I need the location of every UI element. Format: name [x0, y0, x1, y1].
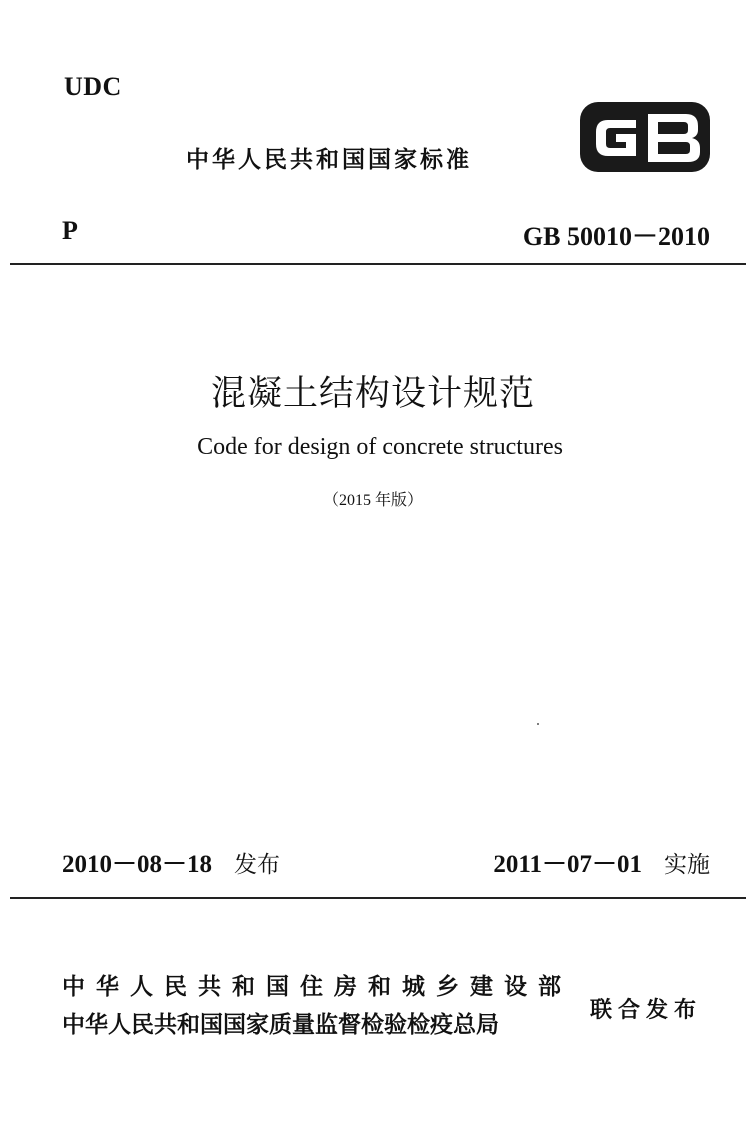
publisher-ministry: 中华人民共和国住房和城乡建设部	[62, 974, 572, 1000]
gb-logo-icon	[578, 100, 712, 174]
standard-number: GB 50010－2010	[522, 222, 710, 251]
title-english: Code for design of concrete structures	[197, 434, 563, 460]
issue-date-group	[62, 844, 280, 880]
title-chinese: 混凝土结构设计规范	[210, 374, 535, 414]
top-divider	[10, 263, 746, 265]
udc-label: UDC	[64, 72, 122, 101]
effective-date: 2011－07－01	[493, 851, 642, 878]
issue-date: 2010－08－18	[62, 851, 213, 878]
effective-date-group	[493, 844, 710, 880]
joint-publish-label: 联合发布	[590, 998, 703, 1023]
edition-label: （2015 年版）	[322, 492, 423, 509]
speck-mark	[537, 723, 539, 725]
national-standard-heading: 中华人民共和国国家标准	[186, 147, 472, 173]
issue-label: 发布	[234, 852, 281, 878]
effective-label: 实施	[664, 852, 710, 878]
category-letter: P	[62, 216, 78, 245]
publisher-aqsiq: 中华人民共和国国家质量监督检验检疫总局	[62, 1012, 499, 1038]
bottom-divider	[10, 897, 746, 899]
